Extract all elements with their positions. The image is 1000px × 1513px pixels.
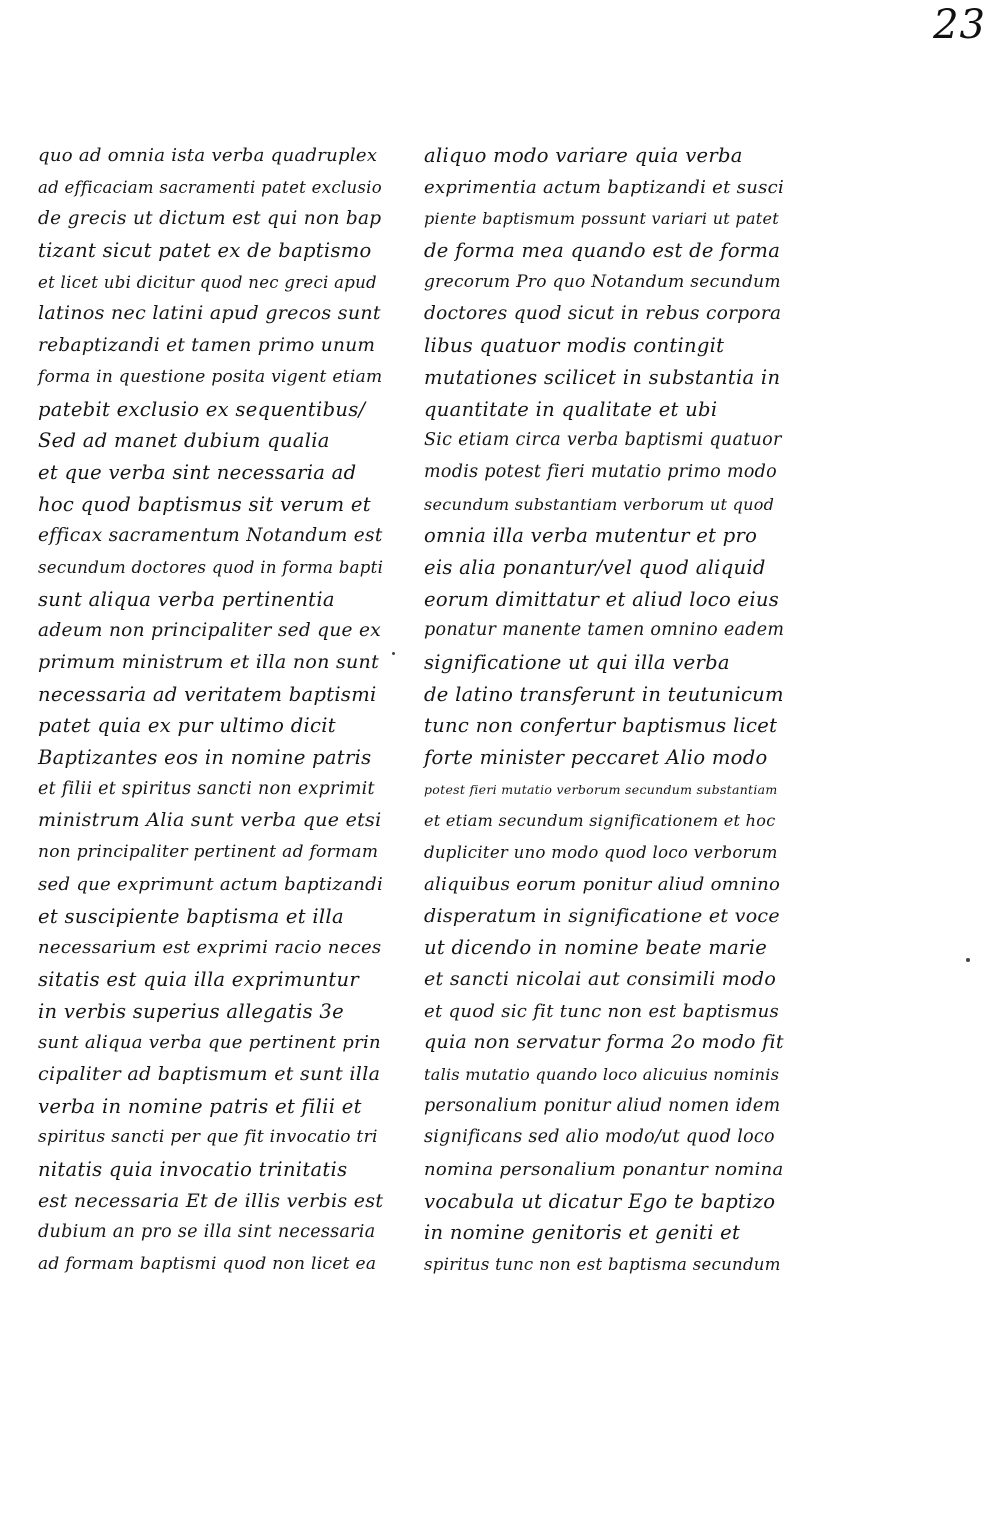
manuscript-line: hoc quod baptismus sit verum et [38,492,371,516]
manuscript-line: Baptizantes eos in nomine patris [38,746,372,770]
manuscript-line: est necessaria Et de illis verbis est [38,1189,384,1212]
manuscript-line: ad formam baptismi quod non licet ea [38,1254,377,1275]
manuscript-line: necessarium est exprimi racio neces [38,937,382,959]
manuscript-line: et licet ubi dicitur quod nec greci apud [38,272,377,292]
margin-speck [392,652,395,655]
left-text-column [38,140,383,1281]
manuscript-line: in nomine genitoris et geniti et [424,1221,741,1245]
manuscript-line: tizant sicut patet ex de baptismo [38,239,372,263]
manuscript-line: et suscipiente baptisma et illa [38,904,344,928]
manuscript-line: rebaptizandi et tamen primo unum [38,335,376,357]
manuscript-line: quo ad omnia ista verba quadruplex [38,145,378,166]
manuscript-line: libus quatuor modis contingit [424,334,725,358]
manuscript-line: quia non servatur forma 2o modo fit [424,1031,784,1054]
manuscript-line: ut dicendo in nomine beate marie [424,936,768,960]
manuscript-line: eis alia ponantur/vel quod aliquid [424,555,766,579]
manuscript-line: sunt aliqua verba pertinentia [38,587,335,611]
manuscript-line: necessaria ad veritatem baptismi [38,682,377,706]
manuscript-line: sed que exprimunt actum baptizandi [38,873,384,895]
manuscript-line: Sic etiam circa verba baptismi quatuor [424,430,782,451]
manuscript-line: ad efficaciam sacramenti patet exclusio [38,177,382,197]
manuscript-line: piente baptismum possunt variari ut patet [424,209,780,229]
manuscript-line: secundum doctores quod in forma bapti [38,557,384,577]
manuscript-line: forma in questione posita vigent etiam [38,366,383,387]
manuscript-line: patebit exclusio ex sequentibus/ [38,397,366,421]
manuscript-line: de grecis ut dictum est qui non bap [38,208,382,230]
manuscript-line: nomina personalium ponantur nomina [424,1159,784,1180]
manuscript-line: personalium ponitur aliud nomen idem [424,1095,781,1116]
manuscript-line: non principaliter pertinent ad formam [38,842,379,863]
manuscript-line: dupliciter uno modo quod loco verborum [424,843,778,863]
manuscript-line: eorum dimittatur et aliud loco eius [424,587,780,611]
manuscript-line: ponatur manente tamen omnino eadem [424,620,785,641]
manuscript-line: exprimentia actum baptizandi et susci [424,176,785,198]
manuscript-line: latinos nec latini apud grecos sunt [38,302,381,325]
manuscript-line: potest fieri mutatio verborum secundum substantiam [424,781,778,797]
manuscript-line: de latino transferunt in teutunicum [424,682,784,706]
manuscript-line: et etiam secundum significationem et hoc [424,811,776,831]
manuscript-line: ministrum Alia sunt verba que etsi [38,809,382,832]
manuscript-line: omnia illa verba mutentur et pro [424,524,758,548]
manuscript-line: secundum substantiam verborum ut quod [424,494,775,514]
manuscript-line: nitatis quia invocatio trinitatis [38,1158,348,1181]
manuscript-line: disperatum in significatione et voce [424,904,780,927]
manuscript-line: patet quia ex pur ultimo dicit [38,714,336,738]
margin-speck [966,958,970,962]
manuscript-line: tunc non confertur baptismus licet [424,714,778,738]
manuscript-line: et sancti nicolai aut consimili modo [424,967,777,990]
manuscript-line: et quod sic fit tunc non est baptismus [424,1000,780,1022]
manuscript-line: spiritus tunc non est baptisma secundum [424,1255,781,1275]
manuscript-line: efficax sacramentum Notandum est [38,525,383,547]
manuscript-line: aliquo modo variare quia verba [424,144,743,167]
manuscript-line: sunt aliqua verba que pertinent prin [38,1032,381,1054]
manuscript-line: talis mutatio quando loco alicuius nominis [424,1064,780,1084]
manuscript-line: spiritus sancti per que fit invocatio tri [38,1127,378,1148]
manuscript-line: verba in nomine patris et filii et [38,1094,362,1118]
manuscript-line: quantitate in qualitate et ubi [424,397,718,421]
manuscript-line: adeum non principaliter sed que ex [38,620,381,642]
manuscript-line: Sed ad manet dubium qualia [38,429,330,453]
manuscript-line: doctores quod sicut in rebus corpora [424,303,782,325]
manuscript-line: cipaliter ad baptismum et sunt illa [38,1062,381,1085]
manuscript-line: dubium an pro se illa sint necessaria [38,1222,376,1243]
manuscript-line: vocabula ut dicatur Ego te baptizo [424,1189,776,1213]
right-text-column [424,140,784,1281]
manuscript-line: primum ministrum et illa non sunt [38,651,380,673]
manuscript-line: grecorum Pro quo Notandum secundum [424,271,781,292]
manuscript-line: sitatis est quia illa exprimuntur [38,967,360,991]
manuscript-line: et que verba sint necessaria ad [38,460,357,484]
manuscript-line: significans sed alio modo/ut quod loco [424,1127,775,1148]
manuscript-line: et filii et spiritus sancti non exprimit [38,778,375,799]
manuscript-line: mutationes scilicet in substantia in [424,365,781,389]
manuscript-line: forte minister peccaret Alio modo [424,746,768,770]
manuscript-line: modis potest fieri mutatio primo modo [424,461,778,482]
manuscript-line: in verbis superius allegatis 3e [38,999,344,1023]
manuscript-line: de forma mea quando est de forma [424,239,781,263]
folio-number: 23 [933,2,986,48]
manuscript-line: aliquibus eorum ponitur aliud omnino [424,873,781,895]
manuscript-line: significatione ut qui illa verba [424,651,730,674]
